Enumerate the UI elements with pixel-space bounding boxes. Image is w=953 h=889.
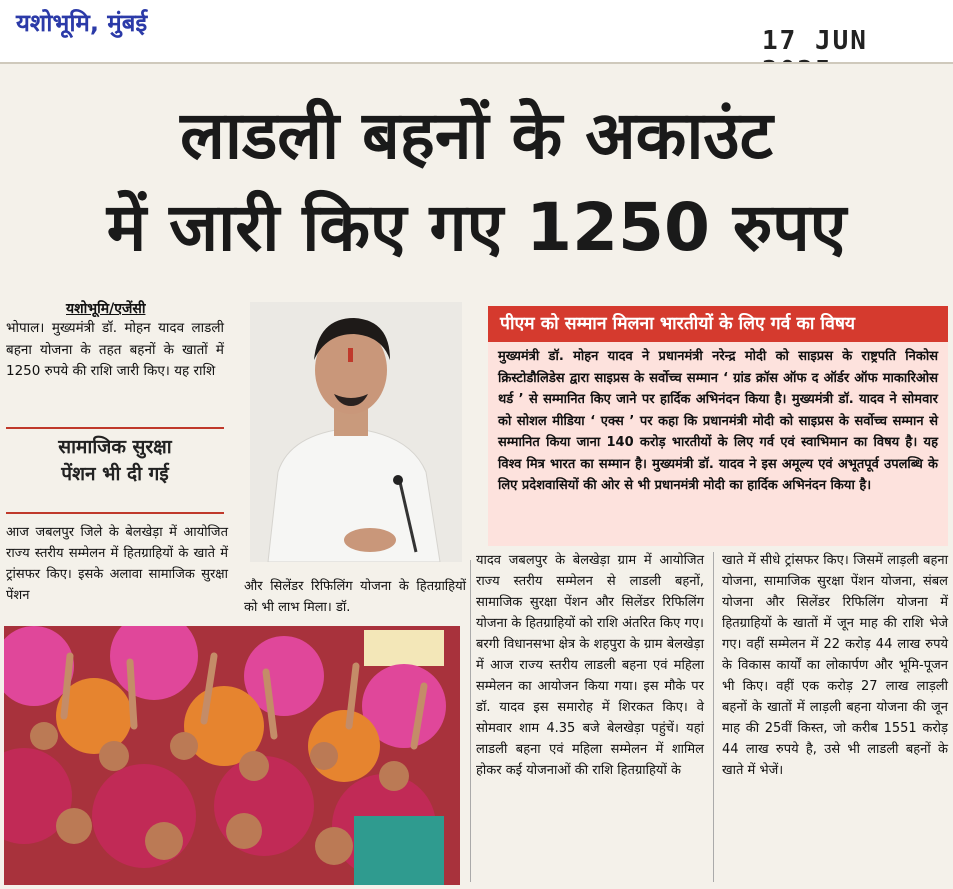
body-paragraph-2: और सिलेंडर रिफिलिंग योजना के हितग्राहियों को भी लाभ मिला। डॉ.	[244, 579, 466, 615]
headline	[0, 90, 953, 274]
lead-paragraph: भोपाल। मुख्यमंत्री डॉ. मोहन यादव लाडली बहना योजना के तहत बहनों के खातों में 1250 रुपये की राशि जारी किए। यह राशि	[6, 320, 224, 379]
masthead	[0, 0, 953, 62]
sidebar-box-body: मुख्यमंत्री डॉ. मोहन यादव ने प्रधानमंत्री नरेन्द्र मोदी को साइप्रस के राष्ट्रपति निकोस क्रिस्टोडौलिडेस द्वारा साइप्रस के सर्वोच्च सम्मान ‘ ग्रांड क्रॉस ऑफ द ऑर्डर ऑफ माकारिओस थर्ड ’ से सम्मानित किए जाने पर हार्दिक अभिनंदन किया है। मुख्यमंत्री डॉ. यादव ने सोमवार को सोशल मीडिया ‘ एक्स ’ पर कहा कि प्रधानमंत्री मोदी को साइप्रस के सर्वोच्च सम्मान से सम्मानित किया जाना 140 करोड़ भारतीयों के लिए गर्व एवं स्वाभिमान का विषय है। यह विश्व मित्र भारत का सम्मान है। मुख्यमंत्री डॉ. यादव ने इस अमूल्य एवं अभूतपूर्व उपलब्धि के लिए प्रदेशवासियों की ओर से भी प्रधानमंत्री मोदी का हार्दिक अभिनंदन किया है।	[488, 342, 948, 546]
newspaper-name: यशोभूमि, मुंबई	[16, 9, 148, 37]
body-column-2: यादव जबलपुर के बेलखेड़ा ग्राम में आयोजित राज्य स्तरीय सम्मेलन से लाडली बहनों, सामाजिक सुरक्षा पेंशन और सिलेंडर रिफिलिंग योजना के हितग्राहियों को राशि अंतरित किए गए। बरगी विधानसभा क्षेत्र के शहपुरा के ग्राम बेलखेड़ा में आज राज्य स्तरीय लाडली बहना एवं महिला सम्मेलन का आयोजन किया गया। इस मौके पर डॉ. यादव इस समारोह में शिरकत किए। वे सोमवार शाम 4.35 बजे बेलखेड़ा पहुंचें। यहां लाडली बहना एवं महिला सम्मेलन में शामिल होकर कई योजनाओं की राशि हितग्राहियों के	[476, 553, 704, 778]
crowd-photo	[4, 626, 460, 885]
portrait-illustration	[250, 302, 462, 562]
headline-line-2: में जारी किए गए 1250 रुपए	[106, 189, 847, 266]
subhead-bottom-rule	[6, 512, 224, 514]
sidebar-box-heading: पीएम को सम्मान मिलना भारतीयों के लिए गर्व का विषय	[488, 306, 948, 342]
chief-minister-photo	[250, 302, 462, 562]
byline: यशोभूमि/एजेंसी	[66, 301, 146, 317]
clipping-date: 17 JUN	[762, 26, 868, 56]
body-column-3: खाते में सीधे ट्रांसफर किए। जिसमें लाड़ली बहना योजना, सामाजिक सुरक्षा पेंशन योजना, संबल योजना और सिलेंडर रिफिलिंग योजना में हितग्राहियों के खातों में जून माह की राशि भेजे गए। वहीं सम्मेलन में 22 करोड़ 44 लाख रुपये के विकास कार्यों का लोकार्पण और भूमि-पूजन भी किए। वहीं एक करोड़ 27 लाख लाड़ली बहनों के खातों में लाड़ली बहना योजना की जून माह की 25वीं किस्त, जो करीब 1551 करोड़ 44 लाख रुपये है, उसे भी लाडली बहनों के खाते में भेजें।	[722, 553, 948, 778]
subheading	[6, 434, 224, 488]
subhead-top-rule	[6, 427, 224, 429]
subheading-line-1: सामाजिक सुरक्षा	[58, 436, 172, 458]
column-divider	[713, 552, 714, 882]
headline-line-1: लाडली बहनों के अकाउंट	[180, 97, 773, 174]
crowd-illustration	[4, 626, 460, 885]
column-divider	[470, 560, 471, 882]
body-paragraph-1: आज जबलपुर जिले के बेलखेड़ा में आयोजित राज्य स्तरीय सम्मेलन में हितग्राहियों के खाते में ट्रांसफर किए। इसके अलावा सामाजिक सुरक्षा पेंशन	[6, 525, 228, 603]
subheading-line-2: पेंशन भी दी गई	[61, 463, 169, 485]
